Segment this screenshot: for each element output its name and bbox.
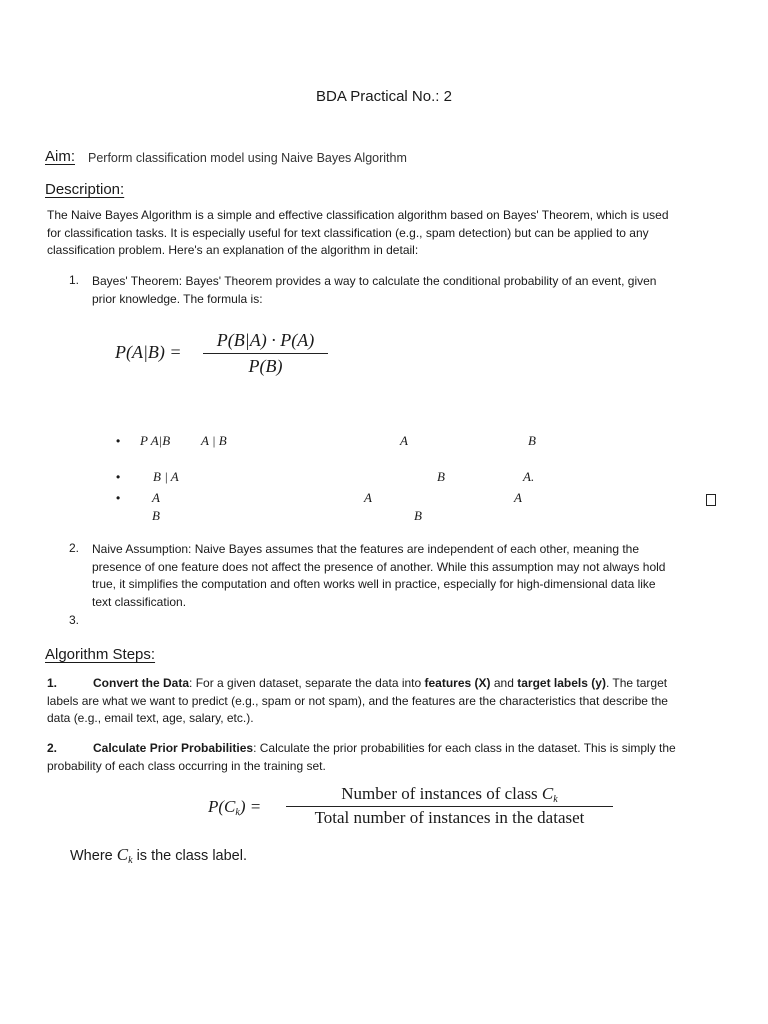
step-text: : Calculate the prior probabilities for each class in the dataset. This is simply the [253, 741, 676, 755]
formula-variable: C [541, 784, 554, 803]
step-title: Convert the Data [93, 676, 190, 690]
description-heading: Description: [45, 181, 125, 198]
step-text: . The target [605, 676, 668, 690]
description-line: The Naive Bayes Algorithm is a simple and effective classification algorithm based on Bayes' Theorem, which is used [47, 208, 669, 222]
formula-bayes-numerator: P(B|A) · P(A) [216, 330, 315, 350]
step-line: data (e.g., email text, age, salary, etc.). [47, 711, 254, 725]
bullet-icon: • [116, 434, 121, 448]
formula-prior-denominator: Total number of instances in the dataset [314, 808, 585, 827]
bullet-math: B [414, 508, 422, 523]
bullet-math: A [364, 490, 372, 505]
step-line [47, 740, 676, 758]
bullet-math: B [437, 469, 445, 484]
list-item-line: presence of one feature does not affect the presence of another. While this assumption may not always hold [92, 559, 666, 574]
list-item-line: Naive Assumption: Naive Bayes assumes that the features are independent of each other, meaning the [92, 542, 640, 556]
list-item-line: true, it simplifies the computation and often works well in practice, especially for high-dimensional data like [92, 577, 656, 591]
formula-bayes-lhs: P(A|B) = [115, 342, 182, 362]
step-line [47, 675, 668, 693]
algorithm-steps-heading: Algorithm Steps: [45, 646, 156, 663]
description-line: for classification tasks. It is especially useful for text classification (e.g., spam detection) but can be applied to any [47, 225, 649, 240]
formula-text: P(C [208, 797, 236, 816]
formula-prior-fraction [286, 784, 613, 828]
list-item-line: Bayes' Theorem: Bayes' Theorem provides a way to calculate the conditional probability of an event, given [92, 274, 657, 288]
step-title: Calculate Prior Probabilities [93, 741, 254, 755]
formula-text: Number of instances of class [341, 784, 542, 803]
step-line: probability of each class occurring in the training set. [47, 758, 326, 773]
aim-text: Perform classification model using Naive Bayes Algorithm [88, 151, 407, 165]
bullet-math: A [400, 433, 408, 448]
bullet-math: A | B [201, 433, 227, 448]
formula-text: ) = [239, 797, 262, 816]
list-item-bayes-theorem [92, 273, 656, 308]
missing-glyph-icon [706, 493, 716, 511]
note-text: Where [70, 848, 117, 864]
bullet-math: A. [523, 469, 535, 484]
description-line: classification problem. Here's an explanation of the algorithm in detail: [47, 243, 419, 257]
where-class-label-note [70, 845, 247, 866]
description-paragraph [47, 207, 669, 260]
step-text: and [490, 676, 518, 690]
step-convert-data [47, 675, 668, 728]
bullet-math: A [152, 490, 160, 505]
step-text: : For a given dataset, separate the data into [189, 676, 425, 690]
step-prior-probabilities [47, 740, 676, 775]
bullet-icon: • [116, 470, 121, 484]
list-item-number: 3. [69, 613, 80, 627]
formula-bayes-fraction [203, 330, 328, 377]
step-number: 2. [47, 741, 58, 755]
formula-prior-lhs [208, 797, 261, 818]
step-line: labels are what we want to predict (e.g., spam or not spam), and the features are the characteristics that describe the [47, 693, 668, 708]
bullet-math: B [152, 508, 160, 523]
bullet-icon: • [116, 491, 121, 505]
bullet-math: B | A [153, 469, 179, 484]
note-text: is the class label. [132, 848, 247, 864]
list-item-line: prior knowledge. The formula is: [92, 291, 263, 306]
list-item-number: 2. [69, 541, 80, 555]
list-item-line: text classification. [92, 594, 187, 609]
formula-subscript: k [128, 855, 133, 866]
list-item-number: 1. [69, 273, 80, 287]
formula-variable: C [116, 845, 129, 864]
step-bold-term: features (X) [424, 676, 491, 690]
bullet-math: B [528, 433, 536, 448]
formula-subscript: k [553, 794, 558, 805]
step-number: 1. [47, 676, 58, 690]
formula-subscript: k [235, 807, 240, 818]
list-item-naive-assumption [92, 541, 665, 611]
bullet-math: P A|B [140, 433, 171, 448]
bullet-math: A [514, 490, 522, 505]
formula-bayes-denominator: P(B) [248, 356, 283, 376]
step-bold-term: target labels (y) [517, 676, 606, 690]
page-title: BDA Practical No.: 2 [316, 88, 452, 105]
formula-prior-numerator [286, 784, 613, 806]
aim-label: Aim: [45, 148, 75, 165]
